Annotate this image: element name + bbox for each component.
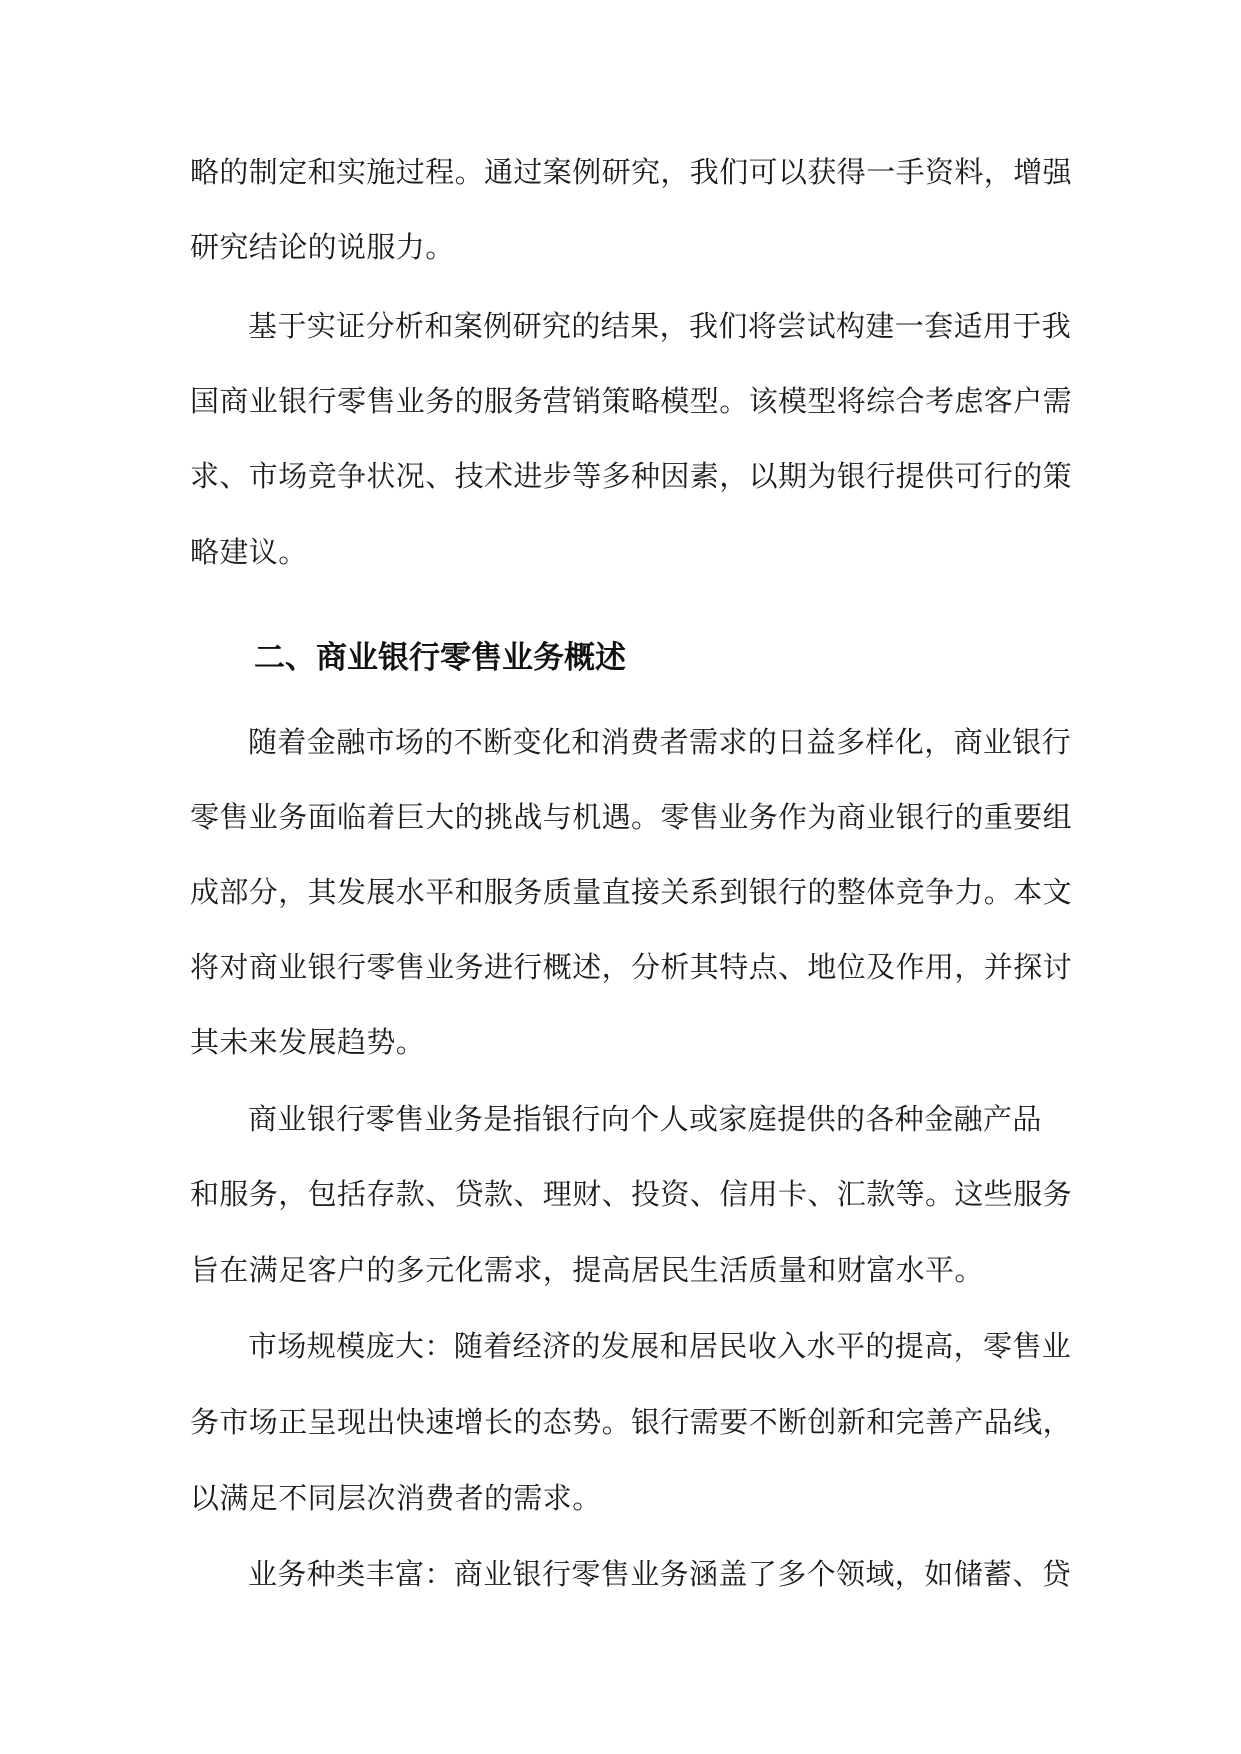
text-line: 成部分，其发展水平和服务质量直接关系到银行的整体竞争力。本文	[190, 875, 1073, 909]
text-line: 以满足不同层次消费者的需求。	[190, 1481, 602, 1515]
text-line: 将对商业银行零售业务进行概述，分析其特点、地位及作用，并探讨	[190, 950, 1073, 984]
paragraph-start-line: 随着金融市场的不断变化和消费者需求的日益多样化，商业银行	[248, 725, 1072, 759]
text-line: 零售业务面临着巨大的挑战与机遇。零售业务作为商业银行的重要组	[190, 800, 1073, 834]
text-line: 其未来发展趋势。	[190, 1025, 426, 1059]
text-line: 务市场正呈现出快速增长的态势。银行需要不断创新和完善产品线，	[190, 1405, 1073, 1439]
section-heading: 二、商业银行零售业务概述	[254, 640, 626, 676]
text-line: 求、市场竞争状况、技术进步等多种因素，以期为银行提供可行的策	[190, 459, 1073, 493]
text-line: 国商业银行零售业务的服务营销策略模型。该模型将综合考虑客户需	[190, 384, 1073, 418]
paragraph-start-line: 业务种类丰富：商业银行零售业务涵盖了多个领域，如储蓄、贷	[248, 1557, 1072, 1591]
text-line: 旨在满足客户的多元化需求，提高居民生活质量和财富水平。	[190, 1253, 984, 1287]
paragraph-start-line: 基于实证分析和案例研究的结果，我们将尝试构建一套适用于我	[248, 309, 1072, 343]
text-line: 和服务，包括存款、贷款、理财、投资、信用卡、汇款等。这些服务	[190, 1177, 1073, 1211]
paragraph-start-line: 市场规模庞大：随着经济的发展和居民收入水平的提高，零售业	[248, 1329, 1072, 1363]
text-line: 略的制定和实施过程。通过案例研究，我们可以获得一手资料，增强	[190, 155, 1073, 189]
paragraph-start-line: 商业银行零售业务是指银行向个人或家庭提供的各种金融产品	[248, 1102, 1042, 1136]
text-line: 略建议。	[190, 535, 308, 569]
text-line: 研究结论的说服力。	[190, 230, 455, 264]
